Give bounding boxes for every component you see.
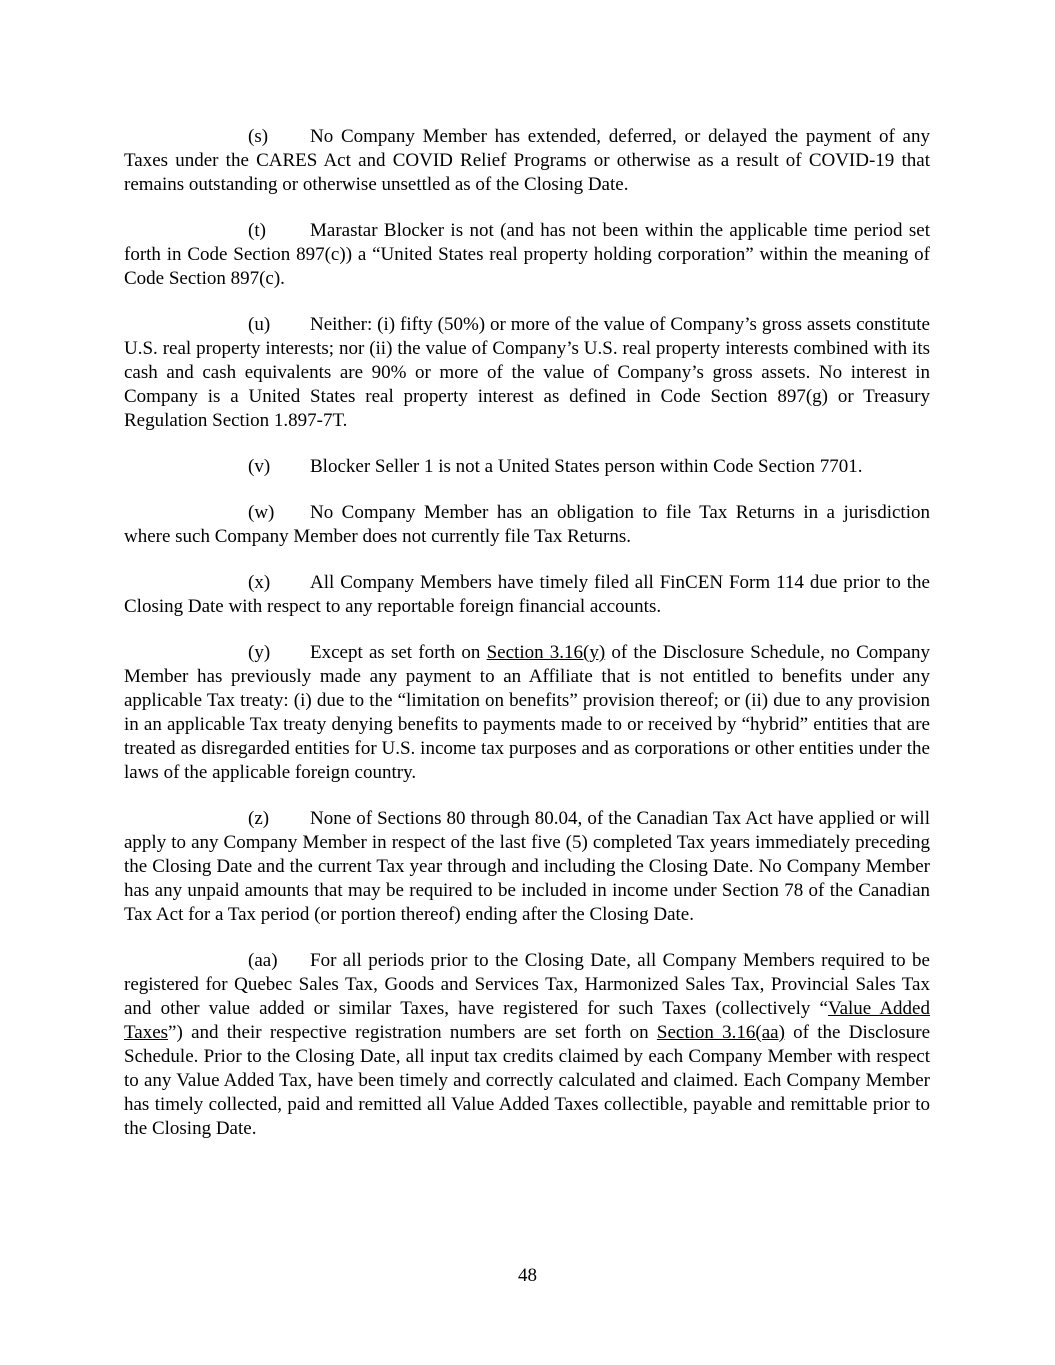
paragraph-number: (aa) [248,950,278,971]
paragraph-text: Blocker Seller 1 is not a United States person within Code Section 7701. [310,456,863,477]
paragraph-text: No Company Member has extended, deferred, or delayed the payment of any Taxes under the CARES Act and COVID Relief Programs or otherwise as a result of COVID-19 that remains outstanding or otherwise unsettled as of the Closing Date. [124,126,930,195]
paragraph-number: (y) [248,642,271,663]
page-number: 48 [518,1265,537,1286]
paragraph-text: No Company Member has an obligation to file Tax Returns in a jurisdiction where such Company Member does not currently file Tax Returns. [124,502,930,547]
section-reference-link: Section 3.16(aa) [656,1022,785,1043]
paragraph-aa [124,949,930,1141]
paragraph-text: For all periods prior to the Closing Date, all Company Members required to be registered for Quebec Sales Tax, Goods and Services Tax, Harmonized Sales Tax, Provincial Sales Tax and other value added or similar Taxes, have registered for such Taxes (collectively “ [124,950,930,1019]
paragraph-text: Marastar Blocker is not (and has not been within the applicable time period set forth in Code Section 897(c)) a “United States real property holding corporation” within the meaning of Code Section 897(c). [124,220,930,289]
paragraph-s [124,125,930,197]
paragraph-text: None of Sections 80 through 80.04, of the Canadian Tax Act have applied or will apply to any Company Member in respect of the last five (5) completed Tax years immediately preceding the Closing Date and the current Tax year through and including the Closing Date. No Company Member has any unpaid amounts that may be required to be included in income under Section 78 of the Canadian Tax Act for a Tax period (or portion thereof) ending after the Closing Date. [124,808,930,925]
paragraph-v [124,455,930,479]
paragraph-text: Neither: (i) fifty (50%) or more of the value of Company’s gross assets constitute U.S. real property interests; nor (ii) the value of Company’s U.S. real property interests combined with its cash and cash equivalents are 90% or more of the value of Company’s gross assets. No interest in Company is a United States real property interest as defined in Code Section 897(g) or Treasury Regulation Section 1.897-7T. [124,314,930,431]
paragraph-text: of the Disclosure Schedule. Prior to the Closing Date, all input tax credits claimed by each Company Member with respect to any Value Added Tax, have been timely and correctly calculated and claimed. Each Company Member has timely collected, paid and remitted all Value Added Taxes collectible, payable and remittable prior to the Closing Date. [124,1022,931,1139]
paragraph-number: (w) [248,502,275,523]
paragraph-t [124,219,930,291]
defined-term: Value Added Taxes [124,998,930,1043]
paragraph-text: of the Disclosure Schedule, no Company Member has previously made any payment to an Affiliate that is not entitled to benefits under any applicable Tax treaty: (i) due to the “limitation on benefits” provision thereof; or (ii) due to any provision in an applicable Tax treaty denying benefits to payments made to or received by “hybrid” entities that are treated as disregarded entities for U.S. income tax purposes and as corporations or other entities under the laws of the applicable foreign country. [124,642,930,783]
paragraph-number: (t) [248,220,266,241]
paragraph-y [124,641,930,785]
paragraph-number: (z) [248,808,270,829]
paragraph-number: (u) [248,314,271,335]
paragraph-x [124,571,930,619]
paragraph-number: (v) [248,456,271,477]
paragraph-text: All Company Members have timely filed all FinCEN Form 114 due prior to the Closing Date with respect to any reportable foreign financial accounts. [124,572,930,617]
paragraph-number: (s) [248,126,269,147]
paragraph-number: (x) [248,572,271,593]
section-reference-link: Section 3.16(y) [486,642,606,663]
document-body [124,125,930,1163]
paragraph-u [124,313,930,433]
paragraph-text: Except as set forth on [310,642,487,663]
paragraph-w [124,501,930,549]
paragraph-z [124,807,930,927]
paragraph-text: ”) and their respective registration numbers are set forth on [168,1022,657,1043]
